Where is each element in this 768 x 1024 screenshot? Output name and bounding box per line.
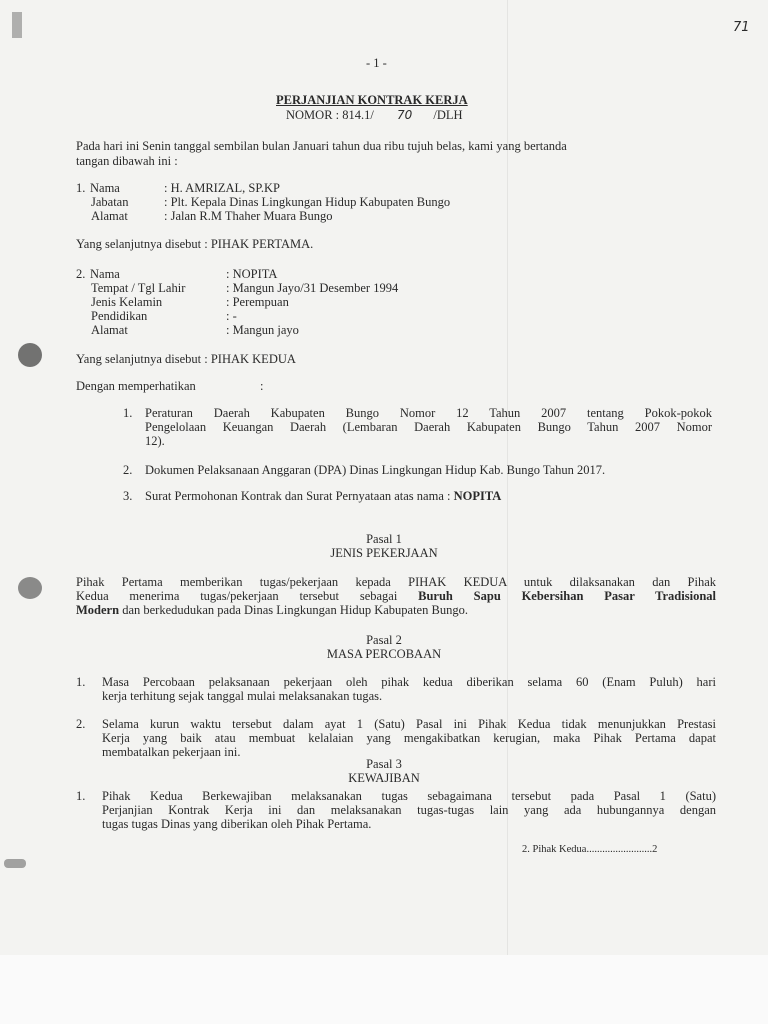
- pasal2-subheading: MASA PERCOBAAN: [326, 647, 442, 661]
- pasal1-line-3: [76, 603, 468, 617]
- considering-colon: :: [260, 379, 264, 393]
- party1-alamat-value: : Jalan R.M Thaher Muara Bungo: [164, 209, 333, 223]
- pasal2-item-2-line-2: Kerja yang baik atau membuat kelalaian yang mengakibatkan kerugian, maka Pihak Pertama dapat: [102, 731, 716, 745]
- pasal3-item-1-line-3: tugas tugas Dinas yang diberikan oleh Pihak Pertama.: [102, 817, 372, 831]
- scan-artifact-mark: [12, 12, 22, 38]
- nomor-handwritten: 70: [397, 108, 413, 122]
- party2-education-value: : -: [226, 309, 237, 323]
- scan-artifact-mark: [4, 859, 26, 868]
- considering-item-1-number: 1.: [123, 406, 133, 420]
- continuation-note: 2. Pihak Kedua.........................2: [522, 844, 658, 855]
- scan-bottom-band: [0, 955, 768, 1024]
- considering-item-1-line-1: Peraturan Daerah Kabupaten Bungo Nomor 12 Tahun 2007 tentang Pokok-pokok: [145, 406, 712, 420]
- pasal3-subheading: KEWAJIBAN: [348, 771, 420, 785]
- pasal2-item-1-line-2: kerja terhitung sejak tanggal mulai melaksanakan tugas.: [102, 689, 383, 703]
- pasal1-subheading: JENIS PEKERJAAN: [330, 546, 438, 560]
- considering-item-3-name: NOPITA: [453, 489, 502, 503]
- party1-jabatan-value: : Plt. Kepala Dinas Lingkungan Hidup Kabupaten Bungo: [164, 195, 451, 209]
- pasal2-item-2-number: 2.: [76, 717, 86, 731]
- party2-gender-value: : Perempuan: [226, 295, 289, 309]
- party1-alamat-label: Alamat: [91, 209, 128, 223]
- party2-ttl-value: : Mangun Jayo/31 Desember 1994: [226, 281, 399, 295]
- nomor-value: 814.1/: [342, 108, 374, 122]
- pasal2-item-1-number: 1.: [76, 675, 86, 689]
- pasal1-job-title: Buruh Sapu Kebersihan Pasar Tradisional: [418, 589, 716, 603]
- considering-item-1-line-2: Pengelolaan Keuangan Daerah (Lembaran Daerah Kabupaten Bungo Tahun 2007 Nomor: [145, 420, 712, 434]
- fold-line: [507, 0, 508, 1024]
- pasal2-item-2-line-3: membatalkan pekerjaan ini.: [102, 745, 241, 759]
- document-title: PERJANJIAN KONTRAK KERJA: [276, 93, 468, 107]
- pasal1-line-2-text: Kedua menerima tugas/pekerjaan tersebut sebagai: [76, 589, 419, 603]
- considering-item-2-line-1: Dokumen Pelaksanaan Anggaran (DPA) Dinas Lingkungan Hidup Kab. Bungo Tahun 2017.: [145, 463, 606, 477]
- party2-name-label: Nama: [90, 267, 120, 281]
- pasal2-item-1-line-1: Masa Percobaan pelaksanaan pekerjaan oleh pihak kedua diberikan selama 60 (Enam Puluh) hari: [102, 675, 716, 689]
- pasal2-heading: Pasal 2: [366, 633, 402, 647]
- pasal1-heading: Pasal 1: [366, 532, 402, 546]
- pasal3-item-1-line-1: Pihak Kedua Berkewajiban melaksanakan tugas sebagaimana tersebut pada Pasal 1 (Satu): [102, 789, 716, 803]
- considering-item-1-line-3: 12).: [145, 434, 165, 448]
- party2-designation: Yang selanjutnya disebut : PIHAK KEDUA: [76, 352, 296, 366]
- considering-item-3-text: Surat Permohonan Kontrak dan Surat Pernyataan atas nama :: [145, 489, 454, 503]
- considering-item-3-number: 3.: [123, 489, 133, 503]
- party1-number: 1.: [76, 181, 86, 195]
- party1-jabatan-label: Jabatan: [91, 195, 129, 209]
- party2-gender-label: Jenis Kelamin: [91, 295, 163, 309]
- party1-name-value: : H. AMRIZAL, SP.KP: [164, 181, 280, 195]
- pasal3-item-1-line-2: Perjanjian Kontrak Kerja ini dan melaksanakan tugas-tugas lain yang ada hubungannya dengan: [102, 803, 716, 817]
- party2-name-value: : NOPITA: [226, 267, 278, 281]
- pasal1-line-3-text: dan berkedudukan pada Dinas Lingkungan Hidup Kabupaten Bungo.: [119, 603, 468, 617]
- pasal3-heading: Pasal 3: [366, 757, 402, 771]
- punch-hole: [18, 343, 42, 367]
- considering-item-3-line: [145, 489, 501, 503]
- party2-alamat-value: : Mangun jayo: [226, 323, 299, 337]
- punch-hole: [18, 577, 42, 599]
- intro-line-1: Pada hari ini Senin tanggal sembilan bulan Januari tahun dua ribu tujuh belas, kami yang bertanda: [76, 139, 567, 153]
- party1-name-label: Nama: [90, 181, 120, 195]
- corner-page-number: 71: [733, 20, 750, 35]
- document-number: [286, 108, 463, 122]
- party2-alamat-label: Alamat: [91, 323, 128, 337]
- nomor-label: NOMOR :: [286, 108, 340, 122]
- pasal1-job-title-end: Modern: [76, 603, 120, 617]
- pasal1-line-1: Pihak Pertama memberikan tugas/pekerjaan kepada PIHAK KEDUA untuk dilaksanakan dan Pihak: [76, 575, 716, 589]
- considering-item-2-number: 2.: [123, 463, 133, 477]
- party2-education-label: Pendidikan: [91, 309, 148, 323]
- pasal3-item-1-number: 1.: [76, 789, 86, 803]
- pasal1-line-2: [76, 589, 716, 603]
- party2-number: 2.: [76, 267, 86, 281]
- considering-label: Dengan memperhatikan: [76, 379, 196, 393]
- intro-line-2: tangan dibawah ini :: [76, 154, 178, 168]
- party2-ttl-label: Tempat / Tgl Lahir: [91, 281, 186, 295]
- nomor-suffix: /DLH: [433, 108, 463, 122]
- party1-designation: Yang selanjutnya disebut : PIHAK PERTAMA.: [76, 237, 314, 251]
- pasal2-item-2-line-1: Selama kurun waktu tersebut dalam ayat 1 (Satu) Pasal ini Pihak Kedua tidak menunjukkan Prestasi: [102, 717, 716, 731]
- page-number: - 1 -: [366, 56, 387, 70]
